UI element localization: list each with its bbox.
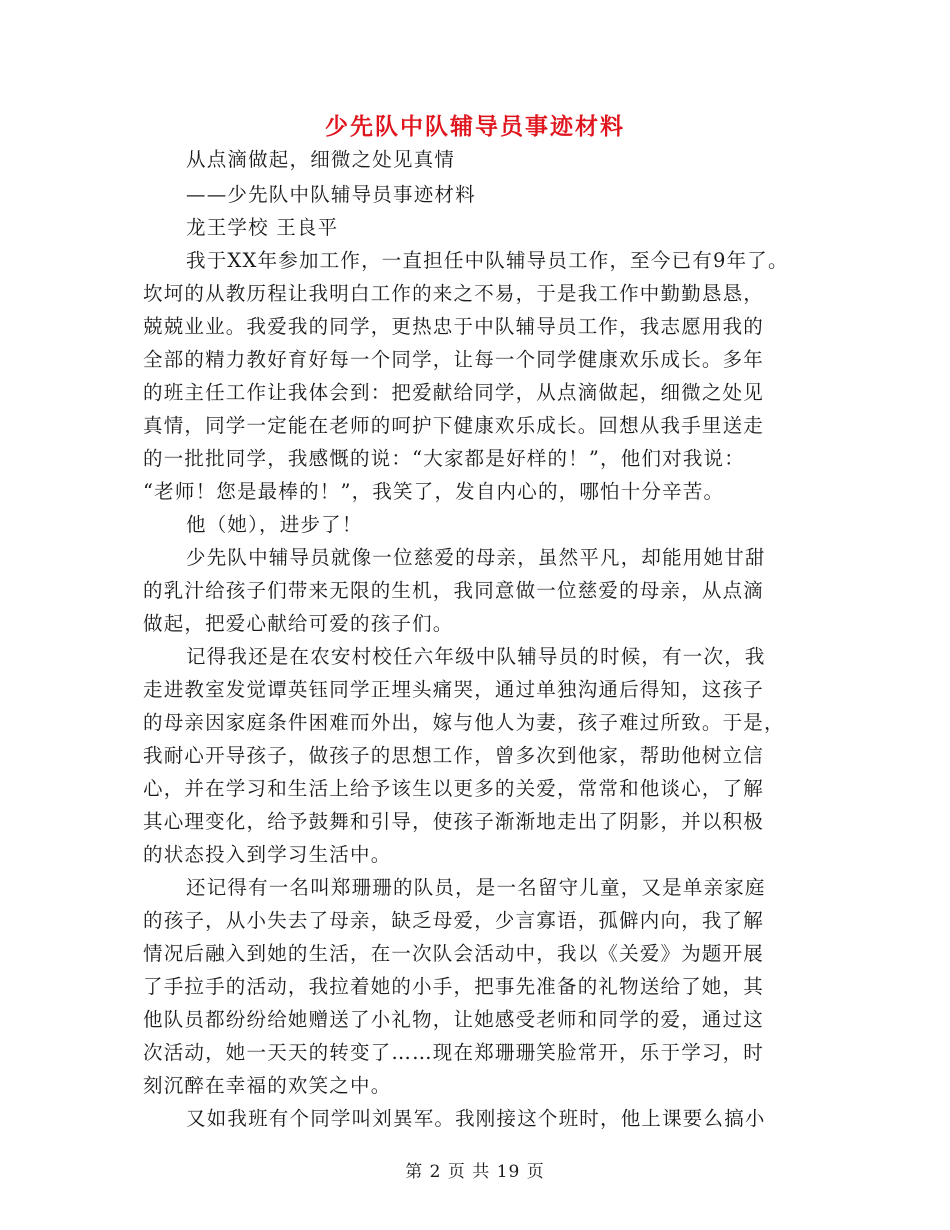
- section-heading: 他（她），进步了！: [186, 513, 363, 536]
- document-title: 少先队中队辅导员事迹材料: [325, 113, 625, 140]
- paragraph-line: 走进教室发觉谭英钰同学正埋头痛哭，通过单独沟通后得知，这孩子: [143, 678, 765, 701]
- paragraph-line: 的乳汁给孩子们带来无限的生机，我同意做一位慈爱的母亲，从点滴: [143, 579, 765, 602]
- paragraph-line: 的母亲因家庭条件困难而外出，嫁与他人为妻，孩子难过所致。于是，: [143, 711, 785, 734]
- paragraph-line: 次活动，她一天天的转变了……现在郑珊珊笑脸常开，乐于学习，时: [143, 1041, 765, 1064]
- paragraph-line: 少先队中辅导员就像一位慈爱的母亲，虽然平凡，却能用她甘甜: [186, 546, 766, 569]
- page-footer: 第 2 页 共 19 页: [405, 1162, 545, 1182]
- paragraph-line: 了手拉手的活动，我拉着她的小手，把事先准备的礼物送给了她，其: [143, 975, 765, 998]
- subtitle-line: ——少先队中队辅导员事迹材料: [186, 183, 476, 206]
- paragraph-line: 兢兢业业。我爱我的同学，更热忠于中队辅导员工作，我志愿用我的: [143, 315, 765, 338]
- paragraph-line: 刻沉醉在幸福的欢笑之中。: [143, 1074, 392, 1097]
- paragraph-line: 的状态投入到学习生活中。: [143, 843, 392, 866]
- paragraph-line: 的一批批同学，我感慨的说：“大家都是好样的！”，他们对我说：: [143, 447, 745, 470]
- paragraph-line: 做起，把爱心献给可爱的孩子们。: [143, 612, 454, 635]
- paragraph-line: 还记得有一名叫郑珊珊的队员，是一名留守儿童，又是单亲家庭: [186, 876, 766, 899]
- paragraph-line: 全部的精力教好育好每一个同学，让每一个同学健康欢乐成长。多年: [143, 348, 765, 371]
- paragraph-line: 的孩子，从小失去了母亲，缺乏母爱，少言寡语，孤僻内向，我了解: [143, 909, 765, 932]
- author-line: 龙王学校 王良平: [186, 216, 339, 239]
- paragraph-line: 我于XX年参加工作，一直担任中队辅导员工作，至今已有9年了。: [186, 249, 789, 272]
- paragraph-line: 记得我还是在农安村校任六年级中队辅导员的时候，有一次，我: [186, 645, 766, 668]
- paragraph-line: 坎坷的从教历程让我明白工作的来之不易，于是我工作中勤勤恳恳，: [143, 282, 765, 305]
- paragraph-line: 又如我班有个同学叫刘異军。我刚接这个班时，他上课要么搞小: [186, 1107, 766, 1130]
- paragraph-line: 情况后融入到她的生活，在一次队会活动中，我以《关爱》为题开展: [143, 942, 765, 965]
- paragraph-line: 其心理变化，给予鼓舞和引导，使孩子渐渐地走出了阴影，并以积极: [143, 810, 765, 833]
- paragraph-line: “老师！您是最棒的！”，我笑了，发自内心的，哪怕十分辛苦。: [143, 480, 725, 503]
- paragraph-line: 真情，同学一定能在老师的呵护下健康欢乐成长。回想从我手里送走: [143, 414, 765, 437]
- paragraph-line: 心，并在学习和生活上给予该生以更多的关爱，常常和他谈心，了解: [143, 777, 765, 800]
- paragraph-line: 的班主任工作让我体会到：把爱献给同学，从点滴做起，细微之处见: [143, 381, 765, 404]
- paragraph-line: 我耐心开导孩子，做孩子的思想工作，曾多次到他家，帮助他树立信: [143, 744, 765, 767]
- paragraph-line: 他队员都纷纷给她赠送了小礼物，让她感受老师和同学的爱，通过这: [143, 1008, 765, 1031]
- subtitle-line: 从点滴做起，细微之处见真情: [186, 148, 456, 171]
